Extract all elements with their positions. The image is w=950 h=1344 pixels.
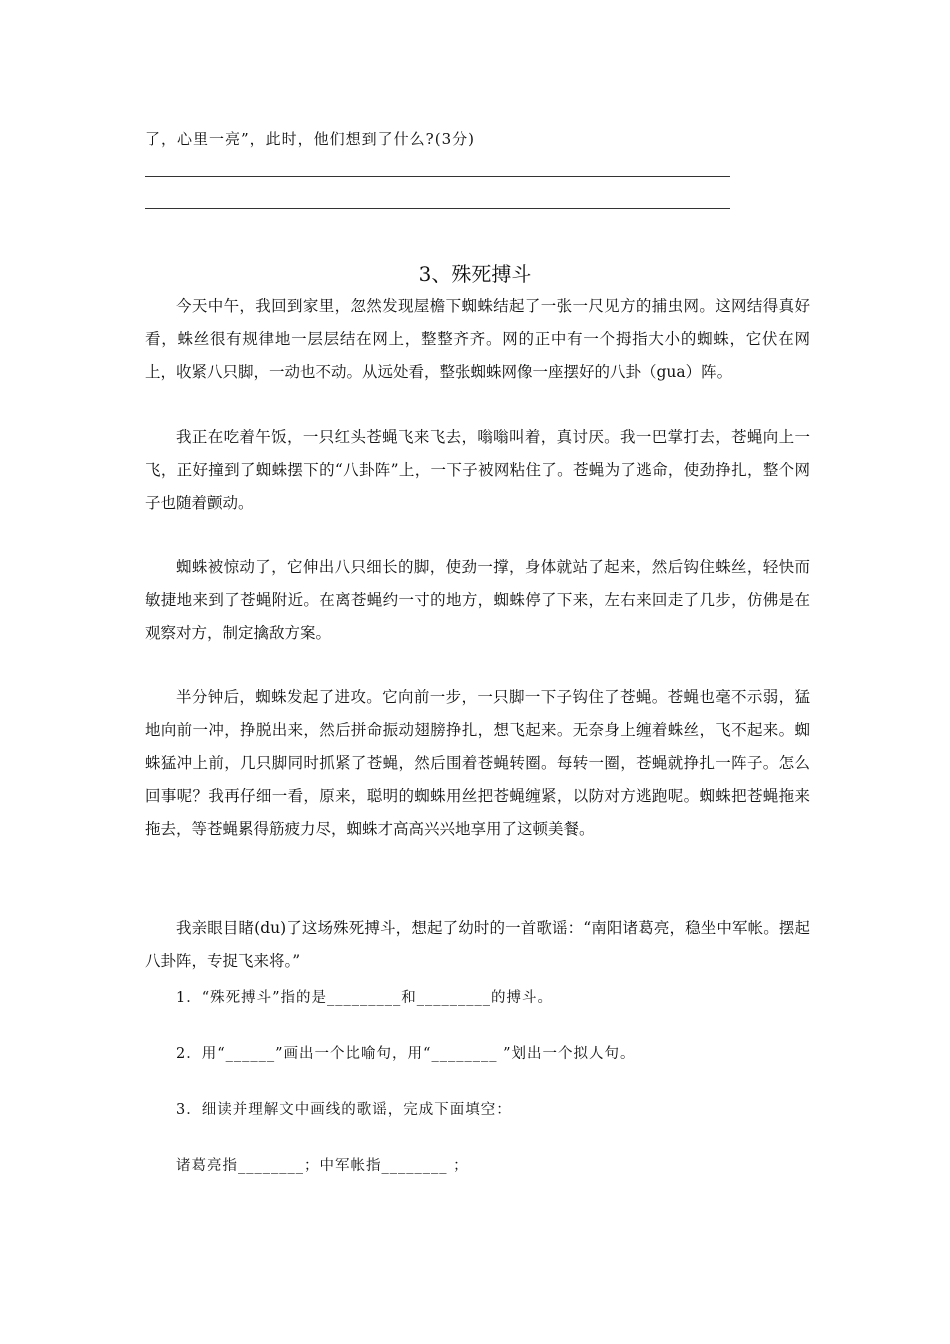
paragraph-4: 半分钟后，蜘蛛发起了进攻。它向前一步，一只脚一下子钩住了苍蝇。苍蝇也毫不示弱，猛地向前一冲，挣脱出来，然后拼命振动翅膀挣扎，想飞起来。无奈身上缠着蛛丝，飞不起来。蜘蛛猛冲上前，几只脚同时抓紧了苍蝇，然后围着苍蝇转圈。每转一圈，苍蝇就挣扎一阵子。怎么回事呢？我再仔细一看，原来，聪明的蜘蛛用丝把苍蝇缠紧，以防对方逃跑呢。蜘蛛把苍蝇拖来拖去，等苍蝇累得筋疲力尽，蜘蛛才高高兴兴地享用了这顿美餐。: [145, 688, 810, 838]
paragraph-5: 我亲眼目睹(du)了这场殊死搏斗，想起了幼时的一首歌谣：“南阳诸葛亮，稳坐中军帐。摆起八卦阵，专捉飞来将。”: [145, 919, 810, 970]
section-title: 3、殊死搏斗: [418, 262, 532, 286]
paragraph-1: 今天中午，我回到家里，忽然发现屋檐下蜘蛛结起了一张一尺见方的捕虫网。这网结得真好看，蛛丝很有规律地一层层结在网上，整整齐齐。网的正中有一个拇指大小的蜘蛛，它伏在网上，收紧八只脚，一动也不动。从远处看，整张蜘蛛网像一座摆好的八卦（gua）阵。: [145, 297, 810, 381]
answer-line: [145, 208, 730, 209]
question-3-blanks: 诸葛亮指________；中军帐指________ ；: [176, 1158, 469, 1174]
paragraph-3: 蜘蛛被惊动了，它伸出八只细长的脚，使劲一撑，身体就站了起来，然后钩住蛛丝，轻快而敏捷地来到了苍蝇附近。在离苍蝇约一寸的地方，蜘蛛停了下来，左右来回走了几步，仿佛是在观察对方，制定擒敌方案。: [145, 558, 810, 642]
question-3: 3．细读并理解文中画线的歌谣，完成下面填空：: [176, 1102, 512, 1118]
question-1: 1．“殊死搏斗”指的是_________和_________的搏斗。: [176, 990, 554, 1006]
paragraph-2: 我正在吃着午饭，一只红头苍蝇飞来飞去，嗡嗡叫着，真讨厌。我一巴掌打去，苍蝇向上一飞，正好撞到了蜘蛛摆下的“八卦阵”上，一下子被网粘住了。苍蝇为了逃命，使劲挣扎，整个网子也随着颤动。: [145, 428, 810, 512]
answer-line: [145, 176, 730, 177]
previous-question-text: 了，心里一亮”，此时，他们想到了什么?(3分): [145, 130, 475, 148]
question-2: 2．用“______”画出一个比喻句，用“________ ”划出一个拟人句。: [176, 1046, 636, 1062]
